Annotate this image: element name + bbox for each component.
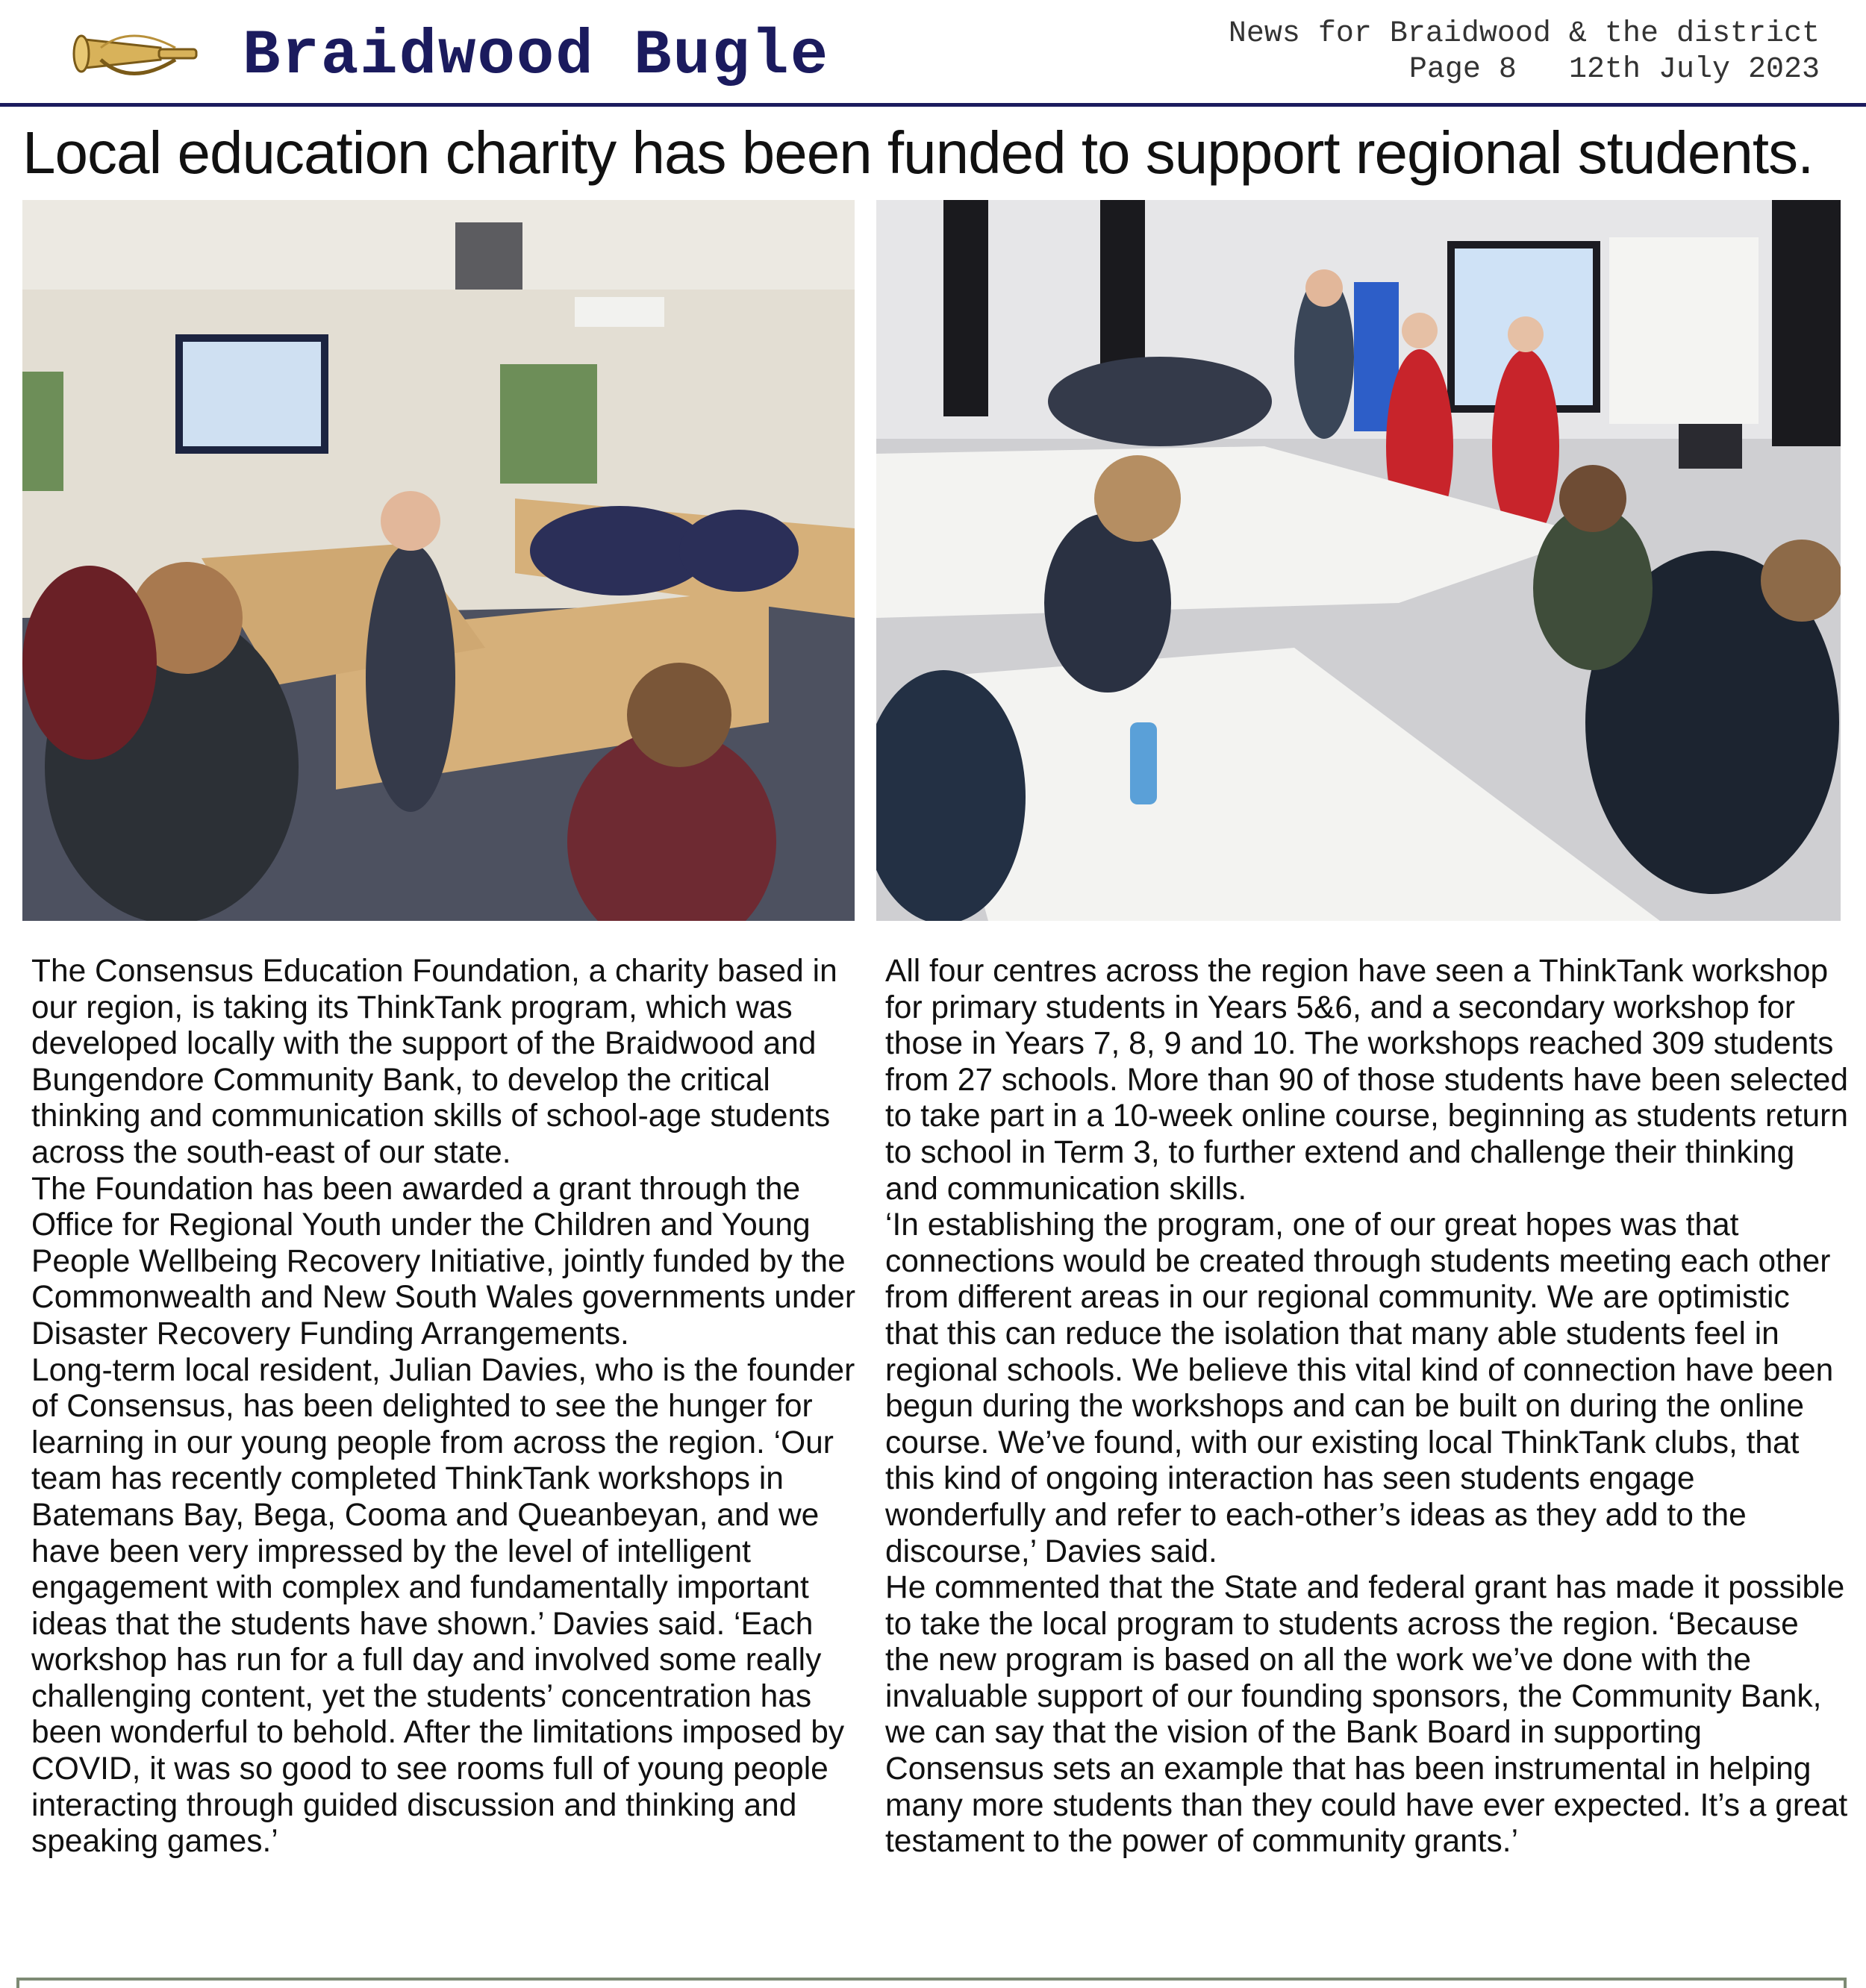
classroom-photo-left	[22, 200, 855, 921]
masthead-info	[1229, 16, 1820, 88]
paragraph: He commented that the State and federal grant has made it possible to take the local program to students across the region. ‘Because the new program is based on all the work we’ve done with the invaluable support of our founding sponsors, the Community Bank, we can say that the vision of the Bank Board in supporting Consensus sets an example that has been instrumental in helping many more students than they could have ever expected. It’s a great testament to the power of community grants.’	[885, 1570, 1848, 1860]
issue-date: 12th July 2023	[1568, 53, 1820, 87]
publication-title: Braidwood Bugle	[243, 21, 830, 92]
next-article-frame	[16, 1978, 1847, 1988]
paragraph: All four centres across the region have seen a ThinkTank workshop for primary students in Years 5&6, and a secondary workshop for those in Years 7, 8, 9 and 10. The workshops reached 309 students from 27 schools. More than 90 of those students have been selected to take part in a 10-week online course, beginning as students return to school in Term 3, to further extend and challenge their thinking and communication skills.	[885, 954, 1848, 1207]
article-column-left	[31, 954, 860, 1860]
masthead-divider	[0, 103, 1866, 107]
tagline: News for Braidwood & the district	[1228, 17, 1820, 51]
classroom-photo-right	[876, 200, 1841, 921]
paragraph: The Foundation has been awarded a grant through the Office for Regional Youth under the Children and Young People Wellbeing Recovery Initiative, jointly funded by the Commonwealth and New South Wales governments under Disaster Recovery Funding Arrangements.	[31, 1171, 855, 1351]
paragraph: ‘In establishing the program, one of our great hopes was that connections would be created through students meeting each other from different areas in our regional community. We are optimistic that this can reduce the isolation that many able students feel in regional schools. We believe this vital kind of connection have been begun during the workshops and can be built on during the online course. We’ve found, with our existing local ThinkTank clubs, that this kind of ongoing interaction has seen students engage wonderfully and refer to each-other’s ideas as they add to the discourse,’ Davies said.	[885, 1207, 1834, 1569]
article-headline: Local education charity has been funded to support regional students.	[22, 119, 1814, 186]
article-column-right	[885, 954, 1848, 1860]
page-and-date	[1229, 52, 1820, 88]
paragraph: Long-term local resident, Julian Davies, who is the founder of Consensus, has been delighted to see the hunger for learning in our young people from across the region. ‘Our team has recently completed ThinkTank workshops in Batemans Bay, Bega, Cooma and Queanbeyan, and we have been very impressed by the level of intelligent engagement with complex and fundamentally important ideas that the students have shown.’ Davies said. ‘Each workshop has run for a full day and involved some really challenging content, yet the students’ concentration has been wonderful to behold. After the limitations imposed by COVID, it was so good to see rooms full of young people interacting through guided discussion and thinking and speaking games.’	[31, 1352, 855, 1860]
page-number: Page 8	[1408, 53, 1517, 87]
paragraph: The Consensus Education Foundation, a charity based in our region, is taking its ThinkTank program, which was developed locally with the support of the Braidwood and Bungendore Community Bank, to develop the critical thinking and communication skills of school-age students across the south-east of our state.	[31, 954, 837, 1170]
bugle-icon	[71, 16, 202, 91]
masthead	[0, 0, 1866, 104]
